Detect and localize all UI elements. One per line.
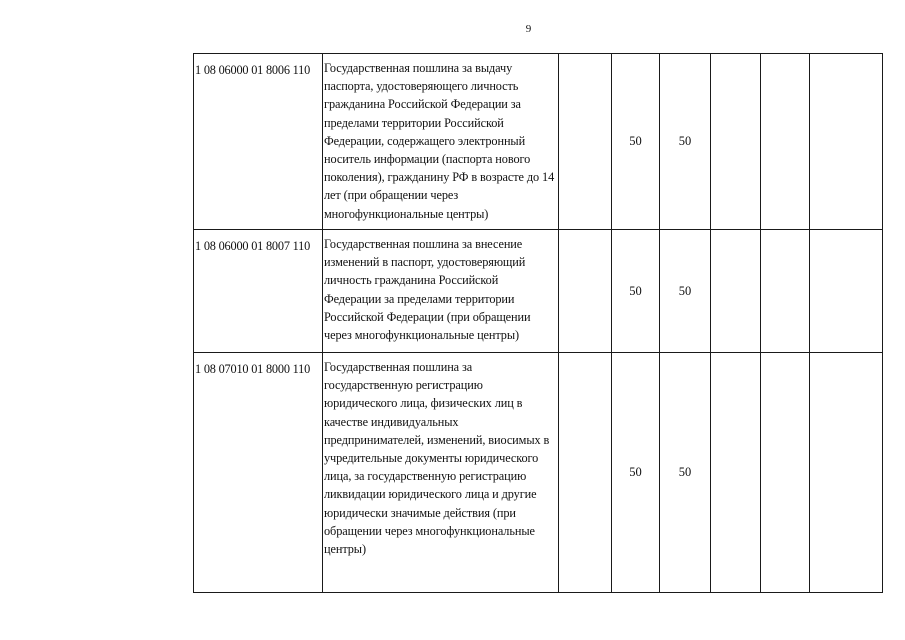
description-cell: Государственная пошлина за государственную регистрацию юридического лица, физических лиц в качестве индивидуальных предпринимателей, изменений, виосимых в учредительные документы юридического лица, за государственную регистрацию ликвидации юридического лица и другие юридически значимые действия (при обращении через многофункциональные центры) bbox=[323, 353, 559, 593]
empty-cell bbox=[810, 230, 883, 353]
description-cell: Государственная пошлина за выдачу паспорта, удостоверяющего личность гражданина Российской Федерации за пределами территории Российской Федерации, содержащего электронный носитель информации (паспорта нового поколения), гражданину РФ в возрасте до 14 лет (при обращении через многофункциональные центры) bbox=[323, 54, 559, 230]
empty-cell bbox=[761, 230, 810, 353]
budget-code-cell: 1 08 06000 01 8007 110 bbox=[194, 230, 323, 353]
amount-cell: 50 bbox=[612, 230, 660, 353]
amount-cell: 50 bbox=[660, 353, 711, 593]
empty-cell bbox=[559, 54, 612, 230]
amount-cell: 50 bbox=[612, 353, 660, 593]
budget-code-cell: 1 08 07010 01 8000 110 bbox=[194, 353, 323, 593]
page-number: 9 bbox=[525, 23, 532, 35]
table-row bbox=[194, 230, 883, 353]
budget-code-cell: 1 08 06000 01 8006 110 bbox=[194, 54, 323, 230]
table-row bbox=[194, 353, 883, 593]
empty-cell bbox=[559, 230, 612, 353]
amount-cell: 50 bbox=[660, 54, 711, 230]
empty-cell bbox=[711, 353, 761, 593]
empty-cell bbox=[810, 54, 883, 230]
empty-cell bbox=[711, 54, 761, 230]
fees-table bbox=[193, 53, 883, 593]
amount-cell: 50 bbox=[612, 54, 660, 230]
empty-cell bbox=[761, 54, 810, 230]
empty-cell bbox=[810, 353, 883, 593]
amount-cell: 50 bbox=[660, 230, 711, 353]
empty-cell bbox=[711, 230, 761, 353]
table-row bbox=[194, 54, 883, 230]
empty-cell bbox=[761, 353, 810, 593]
description-cell: Государственная пошлина за внесение изменений в паспорт, удостоверяющий личность гражданина Российской Федерации за пределами территории Российской Федерации (при обращении через многофункциональные центры) bbox=[323, 230, 559, 353]
empty-cell bbox=[559, 353, 612, 593]
